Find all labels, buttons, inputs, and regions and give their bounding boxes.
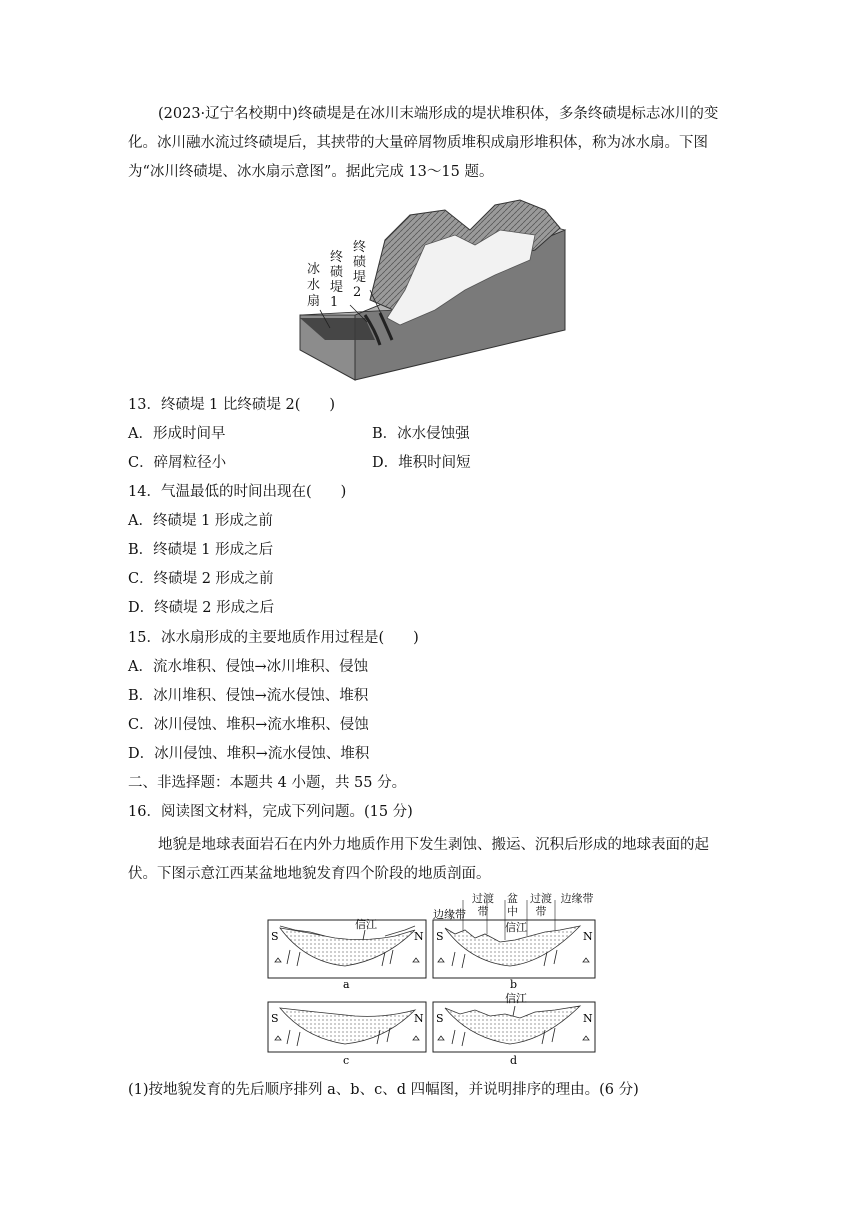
label-S-d: S	[436, 1012, 444, 1025]
label-S-c: S	[271, 1012, 279, 1025]
label-moraine-2: 终碛堤2	[353, 240, 367, 300]
label-moraine-1: 终碛堤1	[330, 250, 344, 310]
q16-paragraph-line-1: 地貌是地球表面岩石在内外力地质作用下发生剥蚀、搬运、沉积后形成的地球表面的起	[158, 837, 709, 853]
profile-c	[268, 1002, 426, 1052]
q14-stem: 14．气温最低的时间出现在( )	[128, 484, 347, 500]
caption-d: d	[510, 1054, 518, 1067]
label-N-c: N	[414, 1012, 424, 1025]
label-river-b: 信江	[505, 921, 527, 934]
label-N-d: N	[583, 1012, 593, 1025]
label-river-a: 信江	[355, 918, 377, 931]
caption-b: b	[510, 978, 518, 991]
q13-option-c[interactable]: C．碎屑粒径小	[128, 455, 227, 471]
q14-option-d[interactable]: D．终碛堤 2 形成之后	[128, 600, 275, 616]
label-zone-center: 盆中	[507, 892, 518, 918]
q16-stem: 16．阅读图文材料，完成下列问题。(15 分)	[128, 804, 413, 820]
q15-stem: 15．冰水扇形成的主要地质作用过程是( )	[128, 630, 419, 646]
label-S-a: S	[271, 930, 279, 943]
label-zone-transition-right: 过渡带	[530, 892, 552, 918]
label-N-a: N	[414, 930, 424, 943]
intro-line-3: 为“冰川终碛堤、冰水扇示意图”。据此完成 13～15 题。	[128, 164, 494, 180]
label-zone-transition-left: 过渡带	[472, 892, 494, 918]
intro-line-1: (2023·辽宁名校期中)终碛堤是在冰川末端形成的堤状堆积体，多条终碛堤标志冰川的变	[158, 106, 719, 122]
label-river-d: 信江	[505, 992, 527, 1005]
q14-option-b[interactable]: B．终碛堤 1 形成之后	[128, 542, 274, 558]
label-N-b: N	[583, 930, 593, 943]
label-zone-edge-right: 边缘带	[560, 892, 594, 905]
caption-a: a	[343, 978, 350, 991]
label-outwash-fan: 冰水扇	[307, 262, 321, 309]
q14-option-c[interactable]: C．终碛堤 2 形成之前	[128, 571, 274, 587]
q15-option-c[interactable]: C．冰川侵蚀、堆积→流水堆积、侵蚀	[128, 717, 369, 733]
intro-line-2: 化。冰川融水流过终碛堤后，其挟带的大量碎屑物质堆积成扇形堆积体，称为冰水扇。下图	[128, 135, 708, 151]
q13-option-d[interactable]: D．堆积时间短	[372, 455, 471, 471]
profile-a	[268, 920, 426, 978]
q15-option-a[interactable]: A．流水堆积、侵蚀→冰川堆积、侵蚀	[128, 659, 369, 675]
q15-option-b[interactable]: B．冰川堆积、侵蚀→流水侵蚀、堆积	[128, 688, 369, 704]
section-2-heading: 二、非选择题：本题共 4 小题，共 55 分。	[128, 775, 407, 791]
q16-paragraph-line-2: 伏。下图示意江西某盆地地貌发育四个阶段的地质剖面。	[128, 866, 491, 882]
label-S-b: S	[436, 930, 444, 943]
q16-subquestion-1: (1)按地貌发育的先后顺序排列 a、b、c、d 四幅图，并说明排序的理由。(6 分)	[128, 1082, 639, 1098]
q15-option-d[interactable]: D．冰川侵蚀、堆积→流水侵蚀、堆积	[128, 746, 370, 762]
q13-option-a[interactable]: A．形成时间早	[128, 426, 226, 442]
profile-d	[433, 1002, 595, 1052]
q14-option-a[interactable]: A．终碛堤 1 形成之前	[128, 513, 273, 529]
label-zone-edge-left: 边缘带	[433, 908, 466, 921]
caption-c: c	[343, 1054, 350, 1067]
q13-stem: 13．终碛堤 1 比终碛堤 2( )	[128, 397, 336, 413]
q13-option-b[interactable]: B．冰水侵蚀强	[372, 426, 470, 442]
